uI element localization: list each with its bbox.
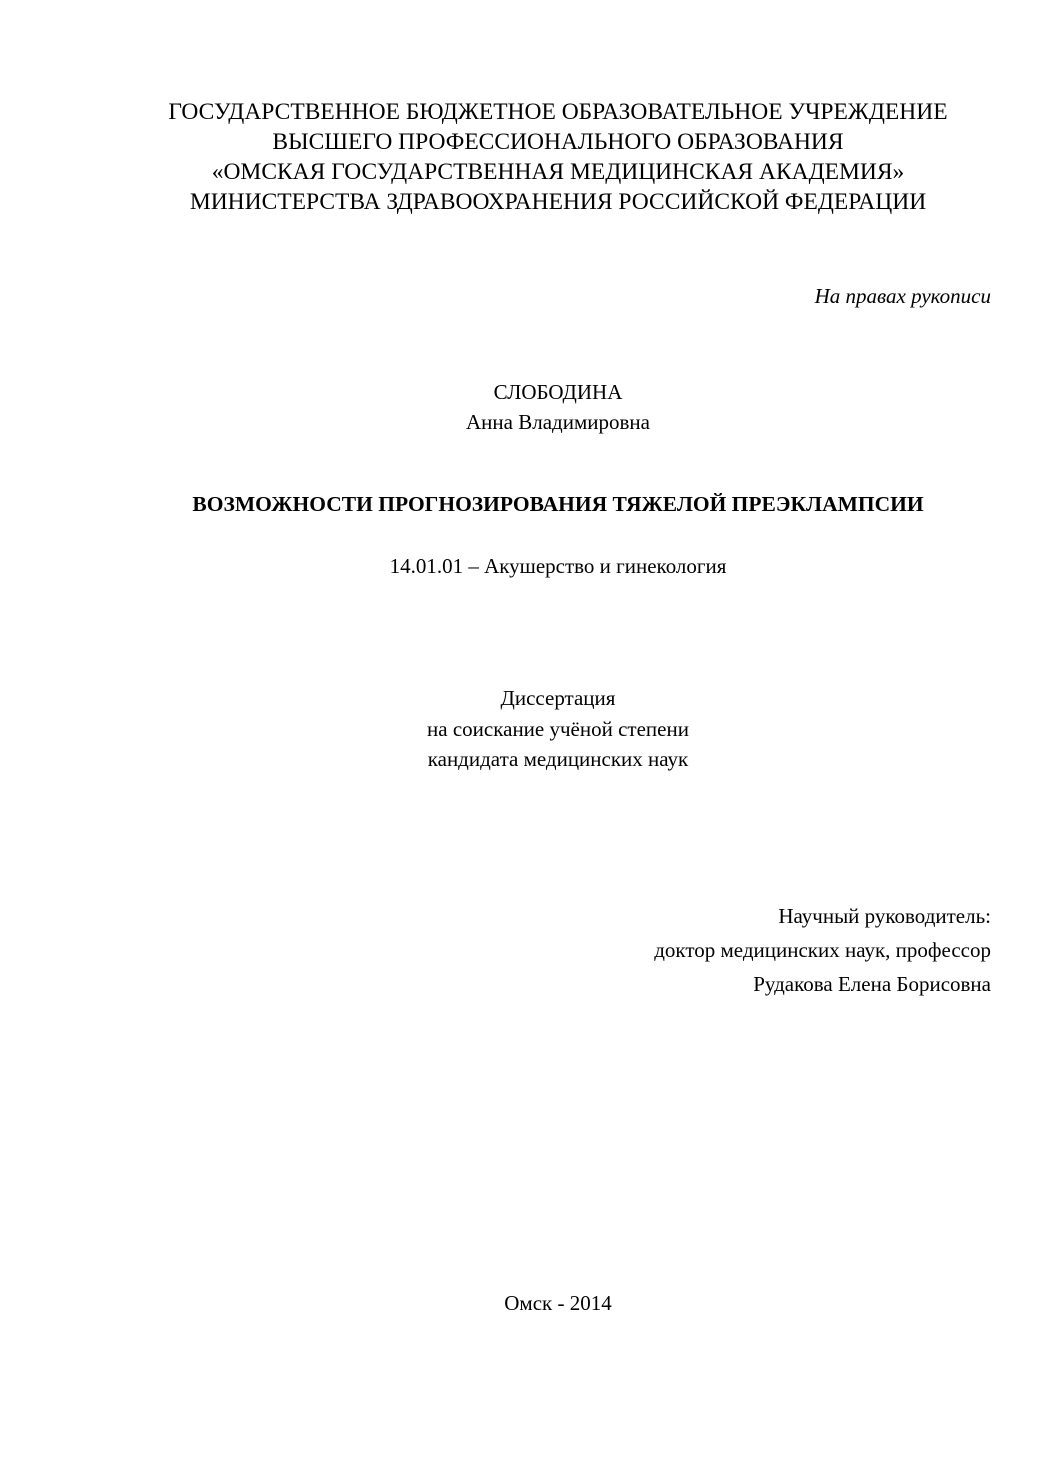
institution-line-1: ГОСУДАРСТВЕННОЕ БЮДЖЕТНОЕ ОБРАЗОВАТЕЛЬНОЕ УЧРЕЖДЕНИЕ <box>168 99 948 125</box>
specialty-code: 14.01.01 – Акушерство и гинекология <box>389 554 727 578</box>
city-year: Омск - 2014 <box>504 1291 612 1315</box>
dissertation-line-1: Диссертация <box>500 686 616 710</box>
supervisor-label: Научный руководитель: <box>778 904 991 928</box>
dissertation-line-2: на соискание учёной степени <box>427 716 689 741</box>
institution-line-4: МИНИСТЕРСТВА ЗДРАВООХРАНЕНИЯ РОССИЙСКОЙ ФЕДЕРАЦИИ <box>189 189 927 215</box>
supervisor-degree: доктор медицинских наук, профессор <box>654 938 991 962</box>
author-given-names: Анна Владимировна <box>466 410 650 434</box>
dissertation-degree-block <box>38 683 1040 775</box>
manuscript-note: На правах рукописи <box>814 284 991 308</box>
dissertation-line-3: кандидата медицинских наук <box>427 747 689 771</box>
supervisor-name: Рудакова Елена Борисовна <box>753 972 991 996</box>
supervisor-block <box>654 899 991 1001</box>
institution-line-3: «ОМСКАЯ ГОСУДАРСТВЕННАЯ МЕДИЦИНСКАЯ АКАДЕМИЯ» <box>211 159 905 185</box>
dissertation-title: ВОЗМОЖНОСТИ ПРОГНОЗИРОВАНИЯ ТЯЖЕЛОЙ ПРЕЭКЛАМПСИИ <box>192 492 924 516</box>
author-surname: СЛОБОДИНА <box>493 380 623 404</box>
institution-line-2: ВЫСШЕГО ПРОФЕССИОНАЛЬНОГО ОБРАЗОВАНИЯ <box>272 129 844 155</box>
institution-header <box>38 97 1040 217</box>
author-block <box>38 377 1040 437</box>
